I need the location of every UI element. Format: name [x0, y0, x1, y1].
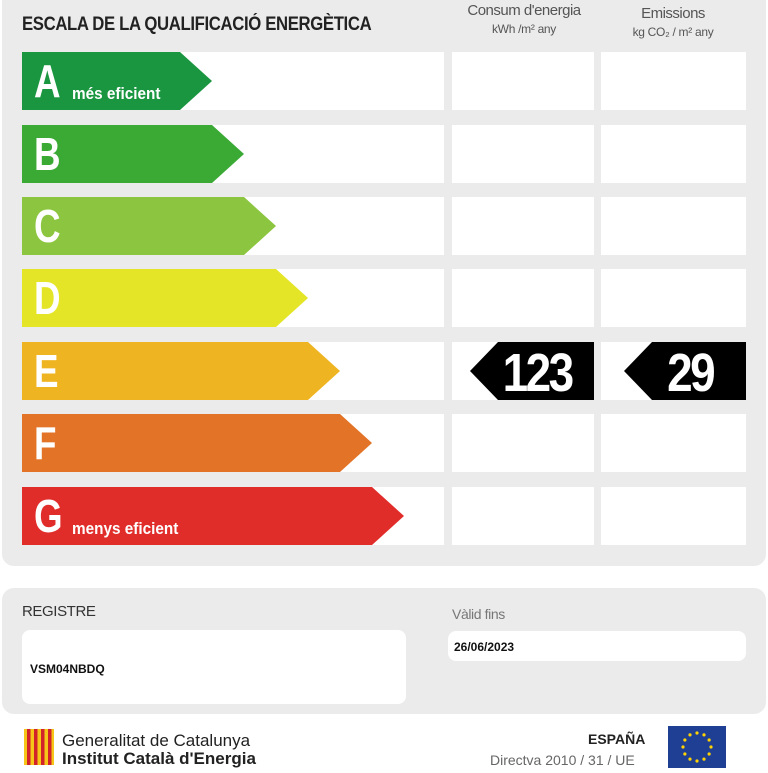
org-line1: Generalitat de Catalunya	[62, 731, 251, 750]
emissions-cell-c	[601, 197, 746, 255]
consum-units: kWh /m² any	[491, 22, 557, 36]
emissions-value-badge	[624, 342, 746, 403]
rating-bar-b	[22, 125, 244, 183]
generalitat-logo	[24, 729, 54, 765]
rating-letter: F	[34, 417, 57, 469]
consum-title: Consum d'energia	[467, 2, 581, 19]
consum-cell-g	[452, 487, 594, 545]
registre-value: VSM04NBDQ	[30, 662, 105, 676]
senyera-icon	[24, 729, 54, 765]
emissions-value: 29	[667, 343, 714, 403]
scale-title: ESCALA DE LA QUALIFICACIÓ ENERGÈTICA	[22, 14, 372, 35]
emissions-cell-f	[601, 414, 746, 472]
emissions-units: kg CO₂ / m² any	[632, 25, 714, 39]
emissions-header	[600, 5, 746, 39]
emissions-cell-b	[601, 125, 746, 183]
consum-cell-c	[452, 197, 594, 255]
org-line2: Institut Català d'Energia	[62, 749, 256, 768]
consum-cell-d	[452, 269, 594, 327]
rating-bar-f	[22, 414, 372, 472]
rating-letter: E	[34, 345, 59, 397]
valid-value: 26/06/2023	[454, 640, 515, 654]
rating-bar-e	[22, 342, 340, 400]
eu-flag	[668, 726, 726, 768]
consum-cell-f	[452, 414, 594, 472]
valid-label: Vàlid fins	[452, 606, 505, 622]
directive-label: Directva 2010 / 31 / UE	[490, 752, 635, 768]
rating-bar-d	[22, 269, 308, 327]
rating-bar-c	[22, 197, 276, 255]
emissions-cell-d	[601, 269, 746, 327]
emissions-cell-a	[601, 52, 746, 110]
rating-label: més eficient	[72, 84, 161, 103]
rating-letter: G	[34, 490, 63, 542]
eu-stars-icon	[668, 726, 726, 768]
rating-letter: C	[34, 200, 61, 252]
consum-header	[452, 2, 596, 36]
registre-label: REGISTRE	[22, 603, 96, 620]
consum-value-badge	[470, 342, 594, 403]
consum-cell-b	[452, 125, 594, 183]
rating-letter: D	[34, 272, 61, 324]
rating-bar-g	[22, 487, 404, 545]
rating-bar-a	[22, 52, 212, 110]
country-label: ESPAÑA	[588, 731, 646, 747]
consum-cell-a	[452, 52, 594, 110]
rating-letter: A	[34, 55, 61, 107]
consum-value: 123	[502, 343, 572, 403]
emissions-title: Emissions	[641, 5, 705, 22]
emissions-cell-g	[601, 487, 746, 545]
rating-letter: B	[34, 128, 61, 180]
rating-label: menys eficient	[72, 519, 179, 538]
